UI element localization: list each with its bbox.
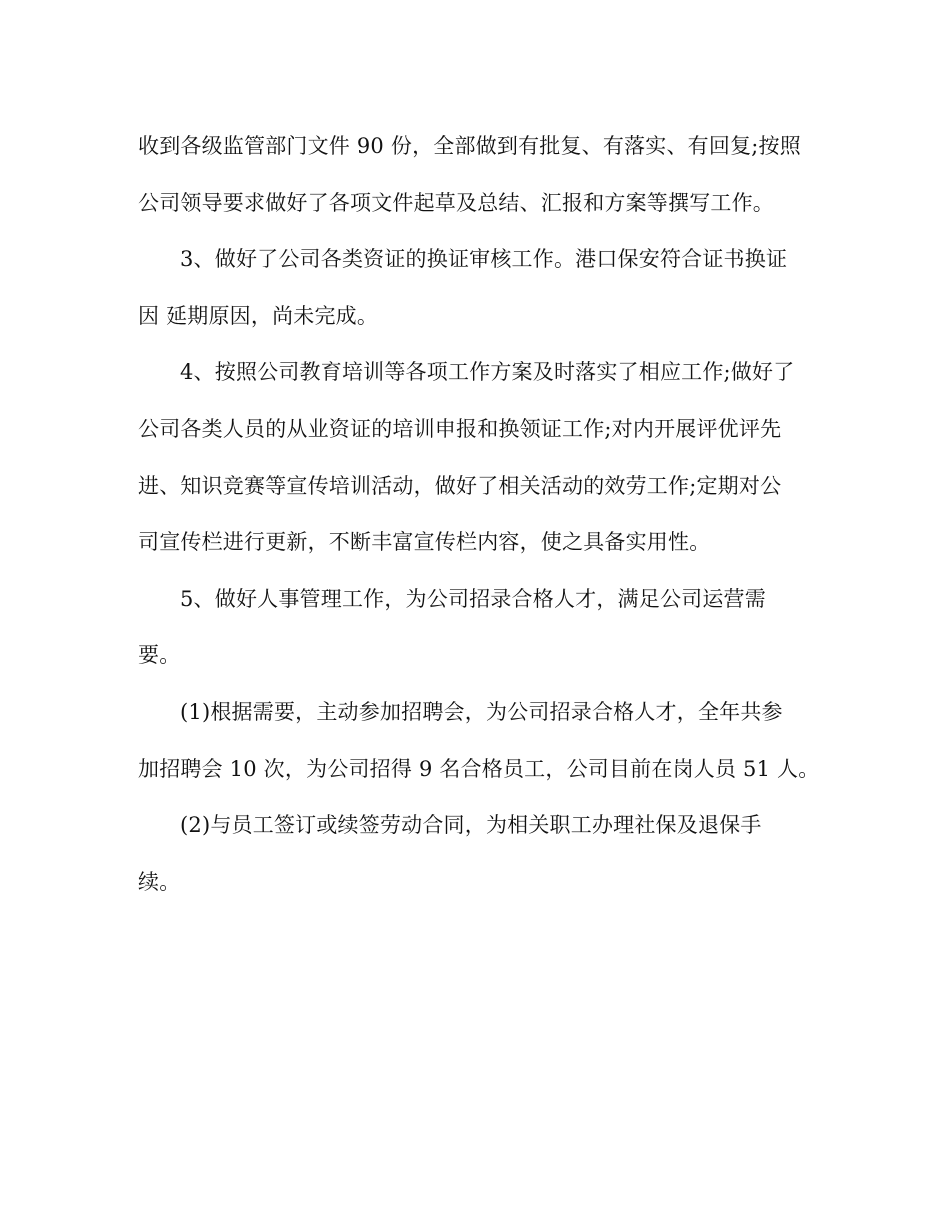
- text-line: 公司各类人员的从业资证的培训申报和换领证工作;对内开展评优评先: [138, 416, 782, 441]
- text-line: (2)与员工签订或续签劳动合同，为相关职工办理社保及退保手: [180, 813, 762, 838]
- text-line: 因 延期原因，尚未完成。: [138, 303, 379, 328]
- text-line: 要。: [138, 643, 181, 668]
- text-line: 加招聘会 10 次，为公司招得 9 名合格员工，公司目前在岗人员 51 人。: [138, 756, 820, 781]
- text-line: 4、按照公司教育培训等各项工作方案及时落实了相应工作;做好了: [180, 360, 795, 385]
- document-body: [138, 118, 820, 910]
- text-line: 公司领导要求做好了各项文件起草及总结、汇报和方案等撰写工作。: [138, 190, 774, 215]
- text-line: 司宣传栏进行更新，不断丰富宣传栏内容，使之具备实用性。: [138, 530, 711, 555]
- text-line: 收到各级监管部门文件 90 份，全部做到有批复、有落实、有回复;按照: [138, 134, 801, 158]
- text-line: 续。: [138, 869, 181, 894]
- text-line: 3、做好了公司各类资证的换证审核工作。港口保安符合证书换证: [180, 247, 788, 272]
- text-line: 进、知识竞赛等宣传培训活动，做好了相关活动的效劳工作;定期对公: [138, 473, 782, 498]
- text-line: 5、做好人事管理工作，为公司招录合格人才，满足公司运营需: [180, 586, 766, 611]
- text-line: (1)根据需要，主动参加招聘会，为公司招录合格人才，全年共参: [180, 699, 783, 724]
